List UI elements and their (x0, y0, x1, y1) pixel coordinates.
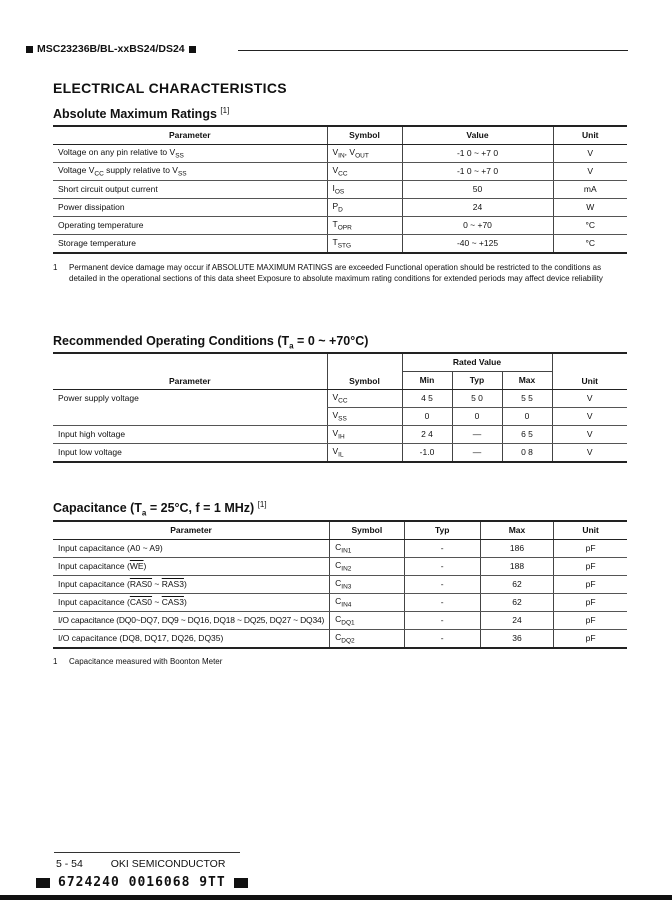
cap-heading: Capacitance ($T_a = 25^\circ C$, f = 1 MHz) [1] (53, 500, 267, 518)
barcode-block-icon (36, 878, 50, 888)
table-row: Operating temperature $T_{OPR}$ 0 ~ +70 °C (53, 216, 627, 234)
table-row: Input capacitance (A0 ~ A9) $C_{IN1}$ - 186 pF (53, 539, 627, 557)
scan-edge-bar (0, 895, 672, 900)
table-row: Input low voltage $V_{IL}$ -1.0 — 0 8 V (53, 443, 627, 462)
square-bullet-icon (26, 46, 33, 53)
col-typ: Typ (404, 521, 480, 539)
col-parameter: Parameter (53, 353, 327, 389)
table-row: Power dissipation $P_D$ 24 W (53, 198, 627, 216)
part-number: MSC23236B/BL-xxBS24/DS24 (37, 43, 185, 55)
col-typ: Typ (452, 371, 502, 389)
col-unit: Unit (553, 126, 627, 144)
col-rated-value: Rated Value (402, 353, 552, 371)
square-bullet-icon (189, 46, 196, 53)
table-row: $V_{SS}$ 0 0 0 V (53, 407, 627, 425)
abs-max-heading: Absolute Maximum Ratings [1] (53, 106, 230, 122)
col-min: Min (402, 371, 452, 389)
abs-max-footnote: Permanent device damage may occur if ABSOLUTE MAXIMUM RATINGS are exceeded Functional operation should be restricted to the conditions as detailed in the operational sections of this data sheet Exposure to absolute maximum rating conditions for extended periods may affect device reliability (69, 263, 603, 283)
col-parameter: Parameter (53, 126, 327, 144)
barcode-block-icon (234, 878, 248, 888)
col-symbol: Symbol (327, 353, 402, 389)
table-row: Input capacitance $(\overline{WE})$ $C_{IN2}$ - 188 pF (53, 557, 627, 575)
rec-op-table (53, 352, 627, 463)
col-max: Max (502, 371, 552, 389)
table-row: Input capacitance (RAS0 ~ RAS3) $C_{IN3}$ - 62 pF (53, 575, 627, 593)
table-row: I/O capacitance (DQ8, DQ17, DQ26, DQ35) $C_{DQ2}$ - 36 pF (53, 629, 627, 648)
header-rule (238, 50, 628, 51)
table-row: Short circuit output current $I_{OS}$ 50 mA (53, 180, 627, 198)
col-value: Value (402, 126, 553, 144)
col-parameter: Parameter (53, 521, 330, 539)
col-max: Max (480, 521, 553, 539)
table-row: Power supply voltage $V_{CC}$ 4 5 5 0 5 5 V (53, 389, 627, 407)
table-row: Voltage $V_{CC}$ supply relative to $V_{SS}$ $V_{CC}$ -1 0 ~ +7 0 V (53, 162, 627, 180)
col-unit: Unit (554, 521, 627, 539)
table-row: I/O capacitance (DQ0~DQ7, DQ9 ~ DQ16, DQ18 ~ DQ25, DQ27 ~ DQ34) $C_{DQ1}$ - 24 pF (53, 611, 627, 629)
running-header (22, 43, 200, 55)
footnote-number: 1 (53, 657, 58, 666)
page-footer (56, 858, 225, 870)
footer-rule (54, 852, 240, 853)
col-symbol: Symbol (327, 126, 402, 144)
table-row: Voltage on any pin relative to $V_{SS}$ $V_{IN}$, $V_{OUT}$ -1 0 ~ +7 0 V (53, 144, 627, 162)
company-name: OKI SEMICONDUCTOR (110, 858, 226, 870)
table-row: Storage temperature $T_{STG}$ -40 ~ +125 °C (53, 234, 627, 253)
page-title: ELECTRICAL CHARACTERISTICS (53, 80, 287, 96)
barcode (28, 875, 256, 890)
table-row: Input high voltage $V_{IH}$ 2 4 — 6 5 V (53, 425, 627, 443)
col-symbol: Symbol (330, 521, 404, 539)
abs-max-table (53, 125, 627, 254)
rec-op-heading: Recommended Operating Conditions ($T_a = 0$ ~ +70°C) (53, 334, 369, 351)
barcode-text: 6724240 0016068 9TT (58, 875, 226, 890)
col-unit: Unit (552, 353, 627, 389)
page-number: 5 - 54 (56, 858, 83, 870)
cap-footnote: Capacitance measured with Boonton Meter (69, 657, 223, 666)
table-row: Input capacitance (CAS0 ~ CAS3) $C_{IN4}$ - 62 pF (53, 593, 627, 611)
footnote-number: 1 (53, 263, 58, 272)
capacitance-table (53, 520, 627, 649)
